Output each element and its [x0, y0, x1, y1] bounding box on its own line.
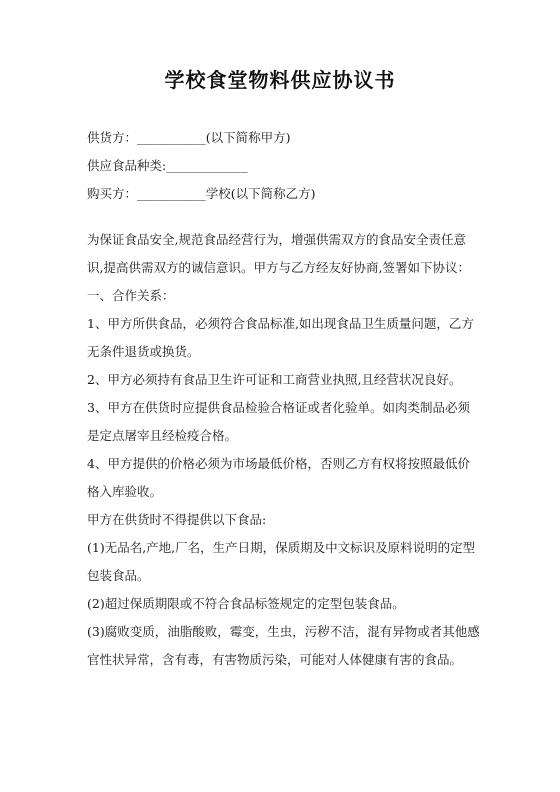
- prohibited-item-3: (3)腐败变质，油脂酸败，霉变，生虫，污秽不洁，混有异物或者其他感官性状异常，含有毒，有害物质污染，可能对人体健康有害的食品。: [87, 624, 480, 667]
- clause-3: 3、甲方在供货时应提供食品检验合格证或者化验单。如肉类制品必须是定点屠宰且经检疫合格。: [87, 400, 470, 443]
- prohibited-heading: 甲方在供货时不得提供以下食品:: [87, 512, 267, 527]
- buyer-line: 购买方：___________学校(以下简称乙方): [87, 186, 316, 201]
- food-type-line: 供应食品种类:_____________: [87, 158, 248, 173]
- clause-2: 2、甲方必须持有食品卫生许可证和工商营业执照,且经营状况良好。: [87, 372, 462, 387]
- spacer: [87, 208, 482, 226]
- intro-paragraph: 为保证食品安全,规范食品经营行为，增强供需双方的食品安全责任意识,提高供需双方的诚信意识。甲方与乙方经友好协商,签署如下协议：: [87, 232, 470, 275]
- prohibited-item-2: (2)超过保质期限或不符合食品标签规定的定型包装食品。: [87, 596, 405, 611]
- parties-block: [87, 124, 482, 208]
- document-body: [87, 124, 482, 674]
- supplier-line: 供货方：___________(以下简称甲方): [87, 130, 291, 145]
- clause-4: 4、甲方提供的价格必须为市场最低价格，否则乙方有权将按照最低价格入库验收。: [87, 456, 470, 499]
- prohibited-item-1: (1)无品名,产地,厂名，生产日期，保质期及中文标识及原料说明的定型包装食品。: [87, 540, 476, 583]
- clause-1: 1、甲方所供食品，必须符合食品标准,如出现食品卫生质量问题，乙方无条件退货或换货。: [87, 316, 474, 359]
- section-heading: 一、合作关系：: [87, 288, 175, 303]
- document-title: 学校食堂物料供应协议书: [164, 68, 396, 92]
